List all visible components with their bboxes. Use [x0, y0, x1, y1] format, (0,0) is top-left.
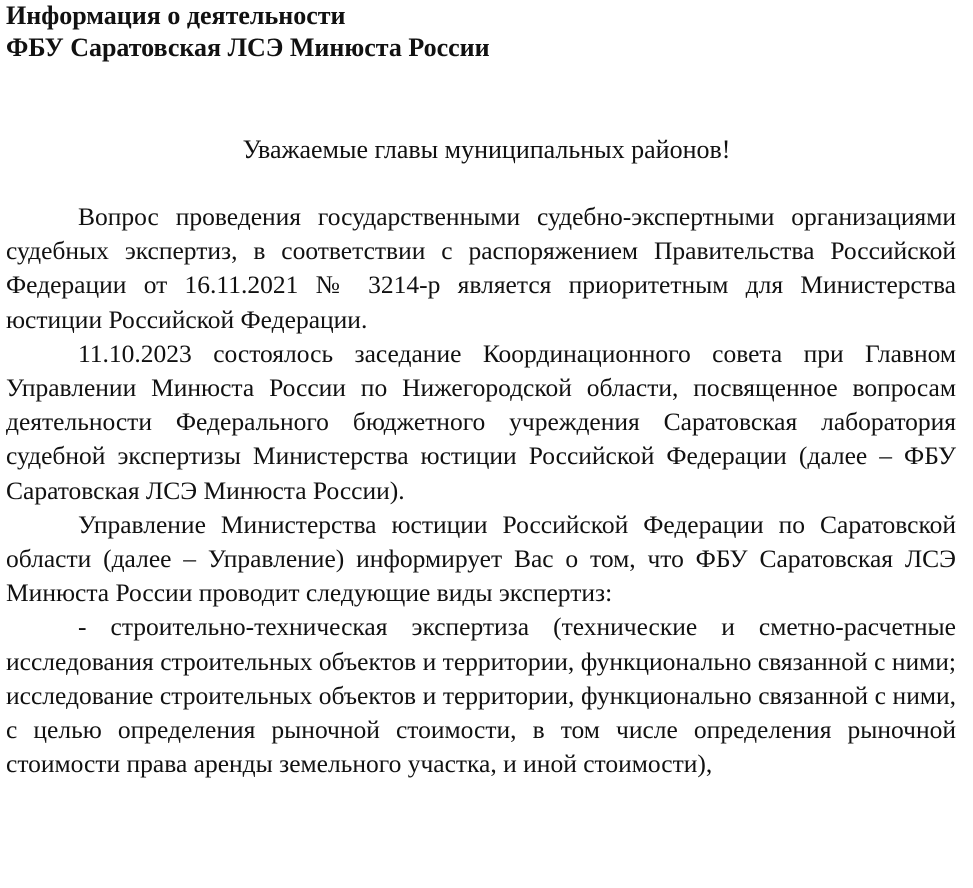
header-title-line-2: ФБУ Саратовская ЛСЭ Минюста России — [6, 33, 490, 62]
header-title-line-1: Информация о деятельности — [6, 1, 346, 30]
paragraph-construction-expertise: - строительно-техническая экспертиза (технические и сметно-расчетные исследования строительных объектов и территории, функционально связанной с ними; исследование строительных объектов и территории, функционально связанной с ними, с целью определения рыночной стоимости, в том числе определения рыночной стоимости права аренды земельного участка, и иной стоимости), — [6, 612, 956, 779]
document-body — [6, 200, 956, 781]
paragraph-expertise-types-intro: Управление Министерства юстиции Российской Федерации по Саратовской области (далее – Управление) информирует Вас о том, что ФБУ Саратовская ЛСЭ Минюста России проводит следующие виды экспертиз: — [6, 509, 956, 608]
paragraph-priority: Вопрос проведения государственными судебно-экспертными организациями судебных экспертиз, в соответствии с распоряжением Правительства Российской Федерации от 16.11.2021 № 3214-р является приоритетным для Министерства юстиции Российской Федерации. — [6, 202, 956, 334]
paragraph-council-meeting: 11.10.2023 состоялось заседание Координационного совета при Главном Управлении Минюста России по Нижегородской области, посвященное вопросам деятельности Федерального бюджетного учреждения Саратовская лаборатория судебной экспертизы Министерства юстиции Российской Федерации (далее – ФБУ Саратовская ЛСЭ Минюста России). — [6, 338, 956, 505]
document-header — [6, 0, 490, 64]
salutation: Уважаемые главы муниципальных районов! — [242, 135, 731, 164]
